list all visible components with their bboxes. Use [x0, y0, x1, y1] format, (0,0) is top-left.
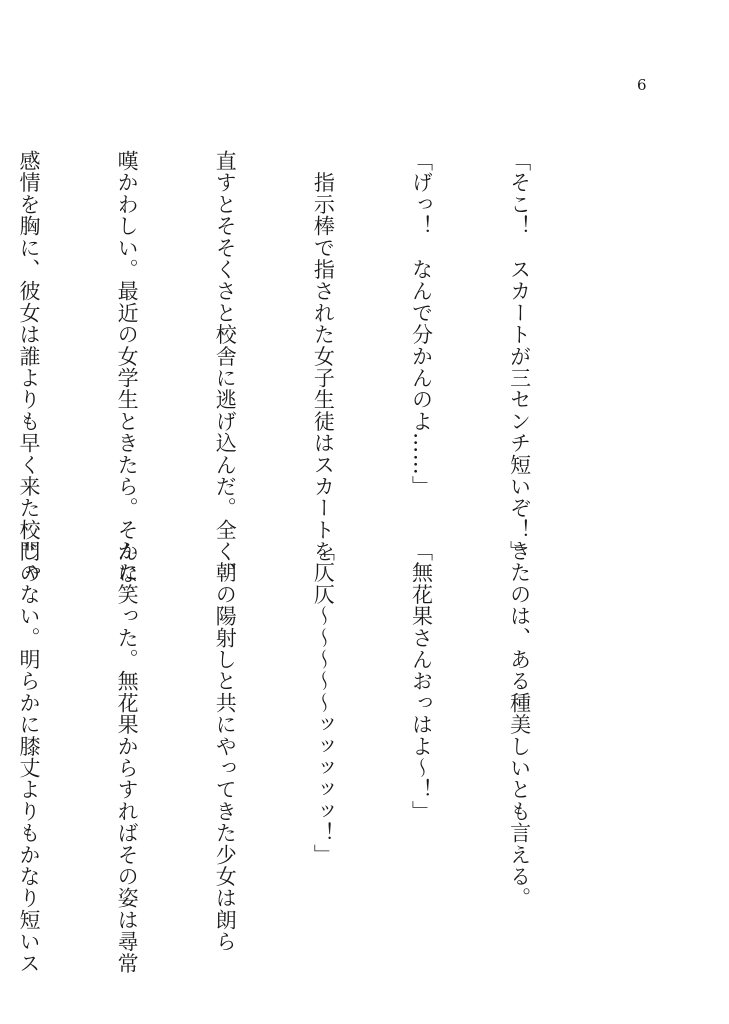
text-line: 朝の陽射しと共にやってきた少女は朗ら — [213, 540, 238, 953]
text-line: 指示棒で指された女子生徒はスカートを — [311, 150, 336, 563]
page-number: 6 — [637, 76, 647, 94]
upper-text-block — [0, 150, 601, 584]
text-line: きたのは、ある種美しいとも言える。 — [507, 540, 532, 909]
text-line: 直すとそそくさと校舎に逃げ込んだ。全く、 — [213, 150, 238, 584]
text-line: 「無花果さんおっはよ～！」 — [409, 540, 434, 823]
text-line: 嘆かわしい。最近の女学生ときたら。そんな — [115, 150, 140, 584]
text-line: 「げっ！ なんで分かんのよ……」 — [409, 150, 434, 498]
text-line: 「そこ！ スカートが三センチ短いぞ！」 — [507, 150, 532, 563]
text-line: じゃない。明らかに膝丈よりもかなり短いス — [17, 540, 42, 974]
text-line: 「仄仄～～～～～ッッッッッ！」 — [311, 540, 336, 866]
lower-text-block — [0, 540, 601, 974]
text-line: 感情を胸に、彼女は誰よりも早く来た校門の — [17, 150, 42, 584]
text-line: かに笑った。無花果からすればその姿は尋常 — [115, 540, 140, 974]
